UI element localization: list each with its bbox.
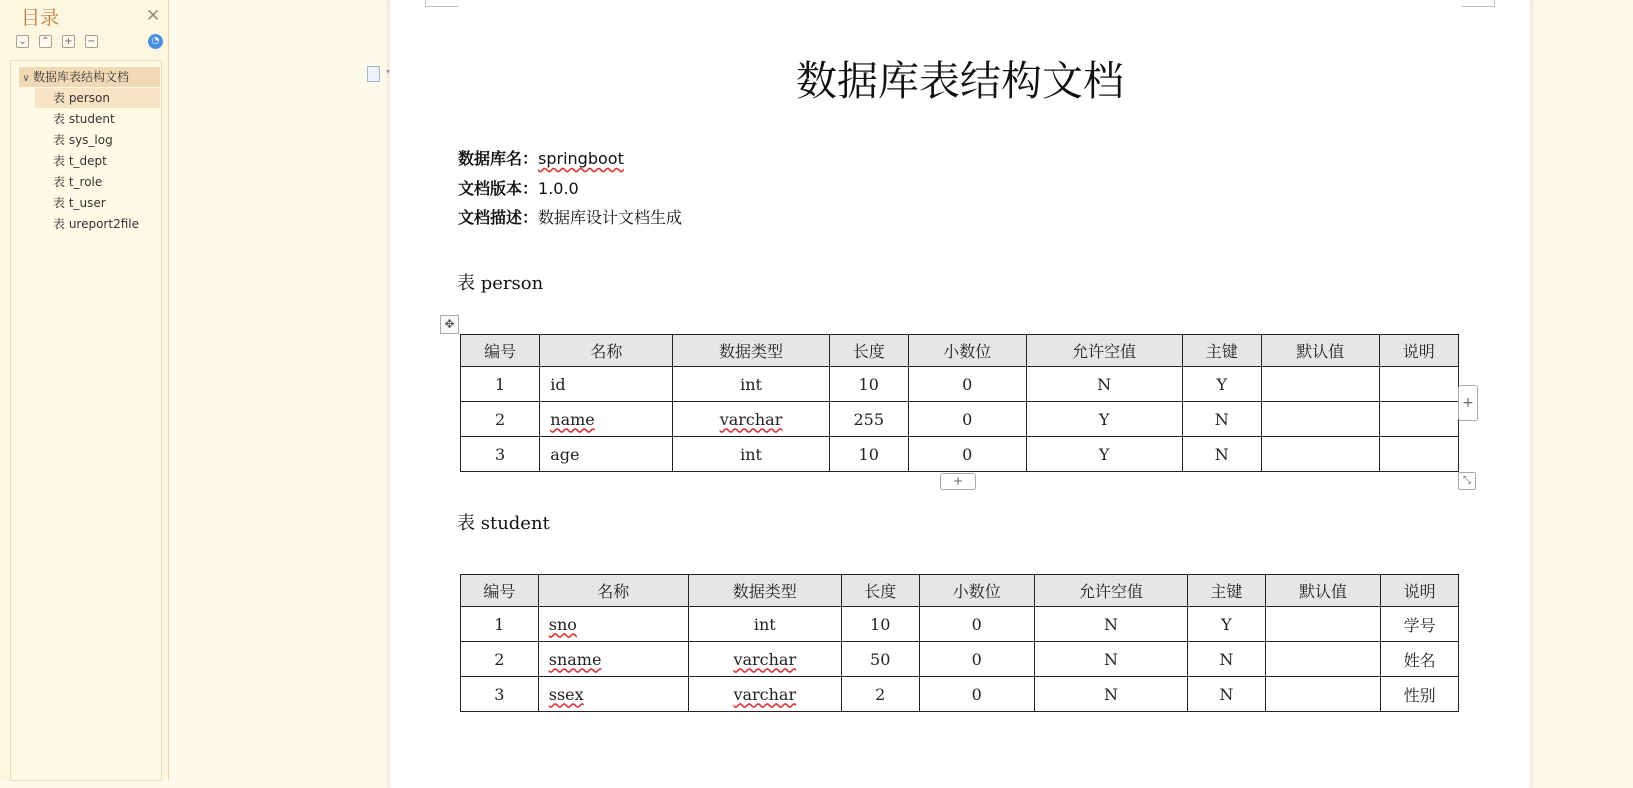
table-cell[interactable] — [1182, 367, 1261, 402]
cell-text: age — [550, 444, 580, 464]
cell-text: id — [550, 374, 566, 394]
table-cell[interactable] — [1034, 677, 1187, 712]
table-cell[interactable] — [1261, 437, 1379, 472]
table-cell[interactable] — [1265, 642, 1380, 677]
table-cell[interactable] — [1379, 367, 1458, 402]
crop-mark-left — [425, 0, 458, 7]
table-cell[interactable] — [673, 402, 829, 437]
add-icon[interactable]: + — [62, 35, 75, 48]
cell-text: 姓名 — [1403, 650, 1436, 670]
close-icon[interactable]: ✕ — [146, 6, 161, 26]
cell-text: int — [753, 614, 776, 634]
table-cell[interactable] — [461, 642, 539, 677]
add-row-button[interactable]: + — [940, 473, 976, 490]
table-cell[interactable] — [1026, 437, 1182, 472]
cell-text: 学号 — [1403, 615, 1436, 635]
table-cell[interactable] — [1379, 402, 1458, 437]
expand-all-icon[interactable]: ⌃ — [39, 35, 52, 48]
table-cell[interactable] — [1381, 642, 1459, 677]
tree-root-item[interactable] — [19, 67, 160, 87]
crop-mark-right — [1462, 0, 1495, 7]
table-cell[interactable] — [1034, 642, 1187, 677]
column-header: 名称 — [540, 335, 673, 367]
cell-text: 0 — [962, 444, 973, 464]
table-cell[interactable] — [461, 402, 540, 437]
table-cell[interactable] — [538, 607, 688, 642]
cell-text: sname — [548, 649, 602, 669]
table-cell[interactable] — [841, 677, 919, 712]
column-header: 长度 — [829, 335, 908, 367]
table-cell[interactable] — [908, 367, 1026, 402]
table-row — [461, 642, 1459, 677]
tree-item-sys-log[interactable]: 表 sys_log — [53, 133, 113, 147]
column-header: 主键 — [1182, 335, 1261, 367]
column-header: 默认值 — [1261, 335, 1379, 367]
table-row — [461, 402, 1459, 437]
cell-text: 1 — [495, 374, 506, 394]
cell-text: N — [1104, 649, 1119, 669]
cell-text: 1 — [494, 614, 505, 634]
table-cell[interactable] — [673, 367, 829, 402]
meta-value: springboot — [538, 149, 624, 168]
column-header: 主键 — [1188, 575, 1266, 607]
column-header: 允许空值 — [1026, 335, 1182, 367]
meta-label: 文档描述： — [458, 208, 539, 227]
table-cell[interactable] — [461, 607, 539, 642]
cell-text: 10 — [858, 374, 879, 394]
section-title-person: 表 person — [457, 273, 544, 294]
cell-text: varchar — [719, 409, 783, 429]
table-cell[interactable] — [461, 437, 540, 472]
table-cell[interactable] — [1265, 677, 1380, 712]
cell-text: 2 — [495, 409, 506, 429]
meta-value: 数据库设计文档生成 — [538, 208, 683, 227]
column-header: 说明 — [1379, 335, 1458, 367]
table-row — [461, 607, 1459, 642]
column-header: 编号 — [461, 335, 540, 367]
cell-text: 3 — [494, 684, 505, 704]
table-row — [461, 677, 1459, 712]
table-cell[interactable] — [1261, 402, 1379, 437]
table-cell[interactable] — [1381, 607, 1459, 642]
table-cell[interactable] — [688, 607, 841, 642]
document-icon[interactable] — [367, 66, 380, 82]
cell-text: N — [1219, 684, 1234, 704]
cell-text: N — [1104, 614, 1119, 634]
cell-text: name — [550, 409, 595, 429]
cell-text: N — [1214, 409, 1229, 429]
document-page — [390, 0, 1530, 788]
table-cell[interactable] — [688, 642, 841, 677]
cell-text: int — [740, 444, 762, 464]
cell-text: Y — [1098, 409, 1110, 429]
table-cell[interactable] — [1379, 437, 1458, 472]
tree-root-label: 数据库表结构文档 — [33, 70, 130, 84]
table-cell[interactable] — [1261, 367, 1379, 402]
table-cell[interactable] — [1034, 607, 1187, 642]
column-header: 小数位 — [908, 335, 1026, 367]
table-cell[interactable] — [540, 402, 673, 437]
add-column-button[interactable]: + — [1458, 385, 1478, 421]
table-body — [461, 607, 1459, 712]
header-row — [461, 575, 1459, 607]
cell-text: 3 — [495, 444, 506, 464]
cell-text: 性别 — [1403, 685, 1436, 705]
column-header: 数据类型 — [688, 575, 841, 607]
tree-item-t-dept[interactable]: 表 t_dept — [53, 154, 107, 168]
column-header: 编号 — [461, 575, 539, 607]
table-cell[interactable] — [841, 642, 919, 677]
table-cell[interactable] — [1182, 402, 1261, 437]
meta-value: 1.0.0 — [538, 179, 579, 198]
remove-icon[interactable]: − — [85, 35, 98, 48]
cell-text: int — [740, 374, 762, 394]
chevron-down-icon[interactable]: ∨ — [22, 73, 30, 84]
table-student — [460, 574, 1459, 712]
table-cell[interactable] — [919, 677, 1034, 712]
table-cell[interactable] — [1188, 642, 1266, 677]
document-title: 数据库表结构文档 — [796, 57, 1124, 105]
cell-text: 0 — [962, 409, 973, 429]
table-cell[interactable] — [919, 642, 1034, 677]
cell-text: 10 — [858, 444, 879, 464]
table-cell[interactable] — [829, 437, 908, 472]
meta-database-name — [458, 146, 624, 169]
cell-text: 0 — [962, 374, 973, 394]
cell-text: varchar — [733, 649, 797, 669]
cell-text: N — [1097, 374, 1112, 394]
table-cell[interactable] — [1381, 677, 1459, 712]
header-row — [461, 335, 1459, 367]
table-cell[interactable] — [1188, 677, 1266, 712]
cell-text: varchar — [733, 684, 797, 704]
table-cell[interactable] — [1026, 402, 1182, 437]
cell-text: Y — [1221, 614, 1232, 634]
table-cell[interactable] — [461, 367, 540, 402]
cell-text: ssex — [548, 684, 584, 704]
cell-text: N — [1219, 649, 1234, 669]
meta-label: 文档版本： — [458, 179, 539, 198]
cell-text: N — [1214, 444, 1229, 464]
cell-text: N — [1104, 684, 1119, 704]
cell-text: Y — [1216, 374, 1228, 394]
cell-text: Y — [1098, 444, 1110, 464]
column-header: 名称 — [538, 575, 688, 607]
cell-text: 0 — [971, 649, 982, 669]
cell-text: 2 — [875, 684, 886, 704]
table-row — [461, 367, 1459, 402]
table-cell[interactable] — [540, 367, 673, 402]
meta-label: 数据库名： — [458, 149, 539, 168]
table-cell[interactable] — [688, 677, 841, 712]
table-cell[interactable] — [829, 402, 908, 437]
table-header — [461, 335, 1459, 367]
cell-text: sno — [548, 614, 577, 634]
meta-version — [458, 176, 579, 199]
cell-text: 50 — [870, 649, 891, 669]
section-title-student: 表 student — [457, 513, 550, 534]
table-cell[interactable] — [1265, 607, 1380, 642]
navigation-pane — [0, 0, 169, 781]
nav-title: 目录 — [21, 7, 60, 29]
tree-item-t-user[interactable]: 表 t_user — [53, 196, 106, 210]
table-cell[interactable] — [841, 607, 919, 642]
table-person — [460, 334, 1459, 472]
column-header: 数据类型 — [673, 335, 829, 367]
table-cell[interactable] — [461, 677, 539, 712]
table-cell[interactable] — [540, 437, 673, 472]
column-header: 小数位 — [919, 575, 1034, 607]
cell-text: 2 — [494, 649, 505, 669]
column-header: 允许空值 — [1034, 575, 1187, 607]
column-header: 说明 — [1381, 575, 1459, 607]
table-cell[interactable] — [919, 607, 1034, 642]
table-cell[interactable] — [908, 402, 1026, 437]
table-body — [461, 367, 1459, 472]
column-header: 长度 — [841, 575, 919, 607]
table-cell[interactable] — [673, 437, 829, 472]
caret-down-icon[interactable]: ▾ — [386, 67, 391, 76]
tree-item-ureport2file[interactable]: 表 ureport2file — [53, 217, 139, 231]
cell-text: 0 — [971, 684, 982, 704]
cell-text: 10 — [870, 614, 891, 634]
move-table-icon[interactable]: ✥ — [440, 315, 459, 334]
cell-text: 0 — [971, 614, 982, 634]
table-cell[interactable] — [908, 437, 1026, 472]
table-row — [461, 437, 1459, 472]
tree-item-person[interactable]: 表 person — [35, 88, 160, 108]
table-cell[interactable] — [538, 642, 688, 677]
cell-text: 255 — [853, 409, 884, 429]
outline-tree — [10, 60, 162, 781]
table-cell[interactable] — [1026, 367, 1182, 402]
column-header: 默认值 — [1265, 575, 1380, 607]
table-cell[interactable] — [1182, 437, 1261, 472]
meta-description — [458, 205, 682, 228]
table-header — [461, 575, 1459, 607]
table-cell[interactable] — [538, 677, 688, 712]
table-cell[interactable] — [829, 367, 908, 402]
tree-item-student[interactable]: 表 student — [53, 112, 115, 126]
resize-table-icon[interactable]: ⤡ — [1458, 472, 1476, 490]
tree-item-t-role[interactable]: 表 t_role — [53, 175, 103, 189]
table-cell[interactable] — [1188, 607, 1266, 642]
sync-icon[interactable]: ◔ — [148, 34, 163, 49]
collapse-all-icon[interactable]: ⌄ — [16, 35, 29, 48]
